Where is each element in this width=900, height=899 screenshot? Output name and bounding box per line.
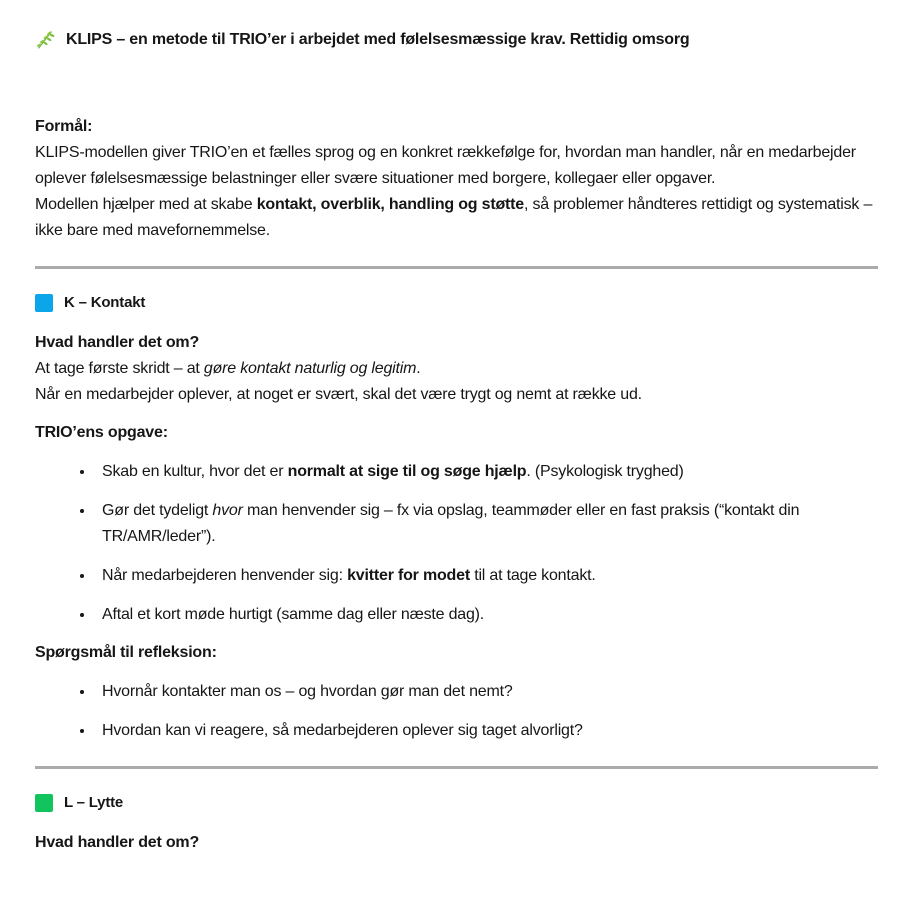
- formaal-paragraph-2: Modellen hjælper med at skabe kontakt, overblik, handling og støtte, så problemer håndteres rettidigt og systematisk – ikke bare med mavefornemmelse.: [35, 196, 873, 239]
- green-square-icon: [35, 794, 53, 812]
- document-title-row: [35, 30, 878, 50]
- l-about-heading: Hvad handler det om?: [35, 834, 200, 851]
- k-about-line-2: Når en medarbejder oplever, at noget er svært, skal det være trygt og nemt at række ud.: [35, 386, 642, 403]
- herb-sprig-icon: [35, 30, 55, 50]
- document-title: KLIPS – en metode til TRIO’er i arbejdet med følelsesmæssige krav. Rettidig omsorg: [66, 31, 690, 48]
- formaal-paragraph-1: KLIPS-modellen giver TRIO’en et fælles sprog og en konkret rækkefølge for, hvordan man handler, når en medarbejder oplever følelsesmæssige belastninger eller svære situationer med borgere, kollegaer eller opgaver.: [35, 144, 856, 187]
- list-item: • Når medarbejderen henvender sig: kvitter for modet til at tage kontakt.: [95, 563, 878, 589]
- k-task-heading: TRIO’ens opgave:: [35, 424, 168, 441]
- list-item: • Hvornår kontakter man os – og hvordan gør man det nemt?: [95, 679, 878, 705]
- k-task-list: [35, 459, 878, 628]
- list-item: • Gør det tydeligt hvor man henvender sig – fx via opslag, teammøder eller en fast praksis (“kontakt din TR/AMR/leder”).: [95, 498, 878, 550]
- list-item: • Skab en kultur, hvor det er normalt at sige til og søge hjælp. (Psykologisk tryghed): [95, 459, 878, 485]
- section-l-lytte: [35, 794, 878, 856]
- section-k-kontakt: [35, 294, 878, 744]
- blue-square-icon: [35, 294, 53, 312]
- k-section-header: [35, 294, 878, 312]
- section-divider-2: [35, 766, 878, 769]
- k-reflection-list: [35, 679, 878, 744]
- l-section-header: [35, 794, 878, 812]
- k-about-heading: Hvad handler det om?: [35, 334, 200, 351]
- formaal-heading: Formål:: [35, 118, 93, 135]
- list-item: • Aftal et kort møde hurtigt (samme dag eller næste dag).: [95, 602, 878, 628]
- l-section-title: L – Lytte: [64, 794, 124, 811]
- section-divider-1: [35, 266, 878, 269]
- k-reflection-heading: Spørgsmål til refleksion:: [35, 644, 217, 661]
- section-formaal: [35, 114, 878, 244]
- k-about-line-1: At tage første skridt – at gøre kontakt naturlig og legitim.: [35, 360, 421, 377]
- list-item: • Hvordan kan vi reagere, så medarbejderen oplever sig taget alvorligt?: [95, 718, 878, 744]
- k-section-title: K – Kontakt: [64, 294, 146, 311]
